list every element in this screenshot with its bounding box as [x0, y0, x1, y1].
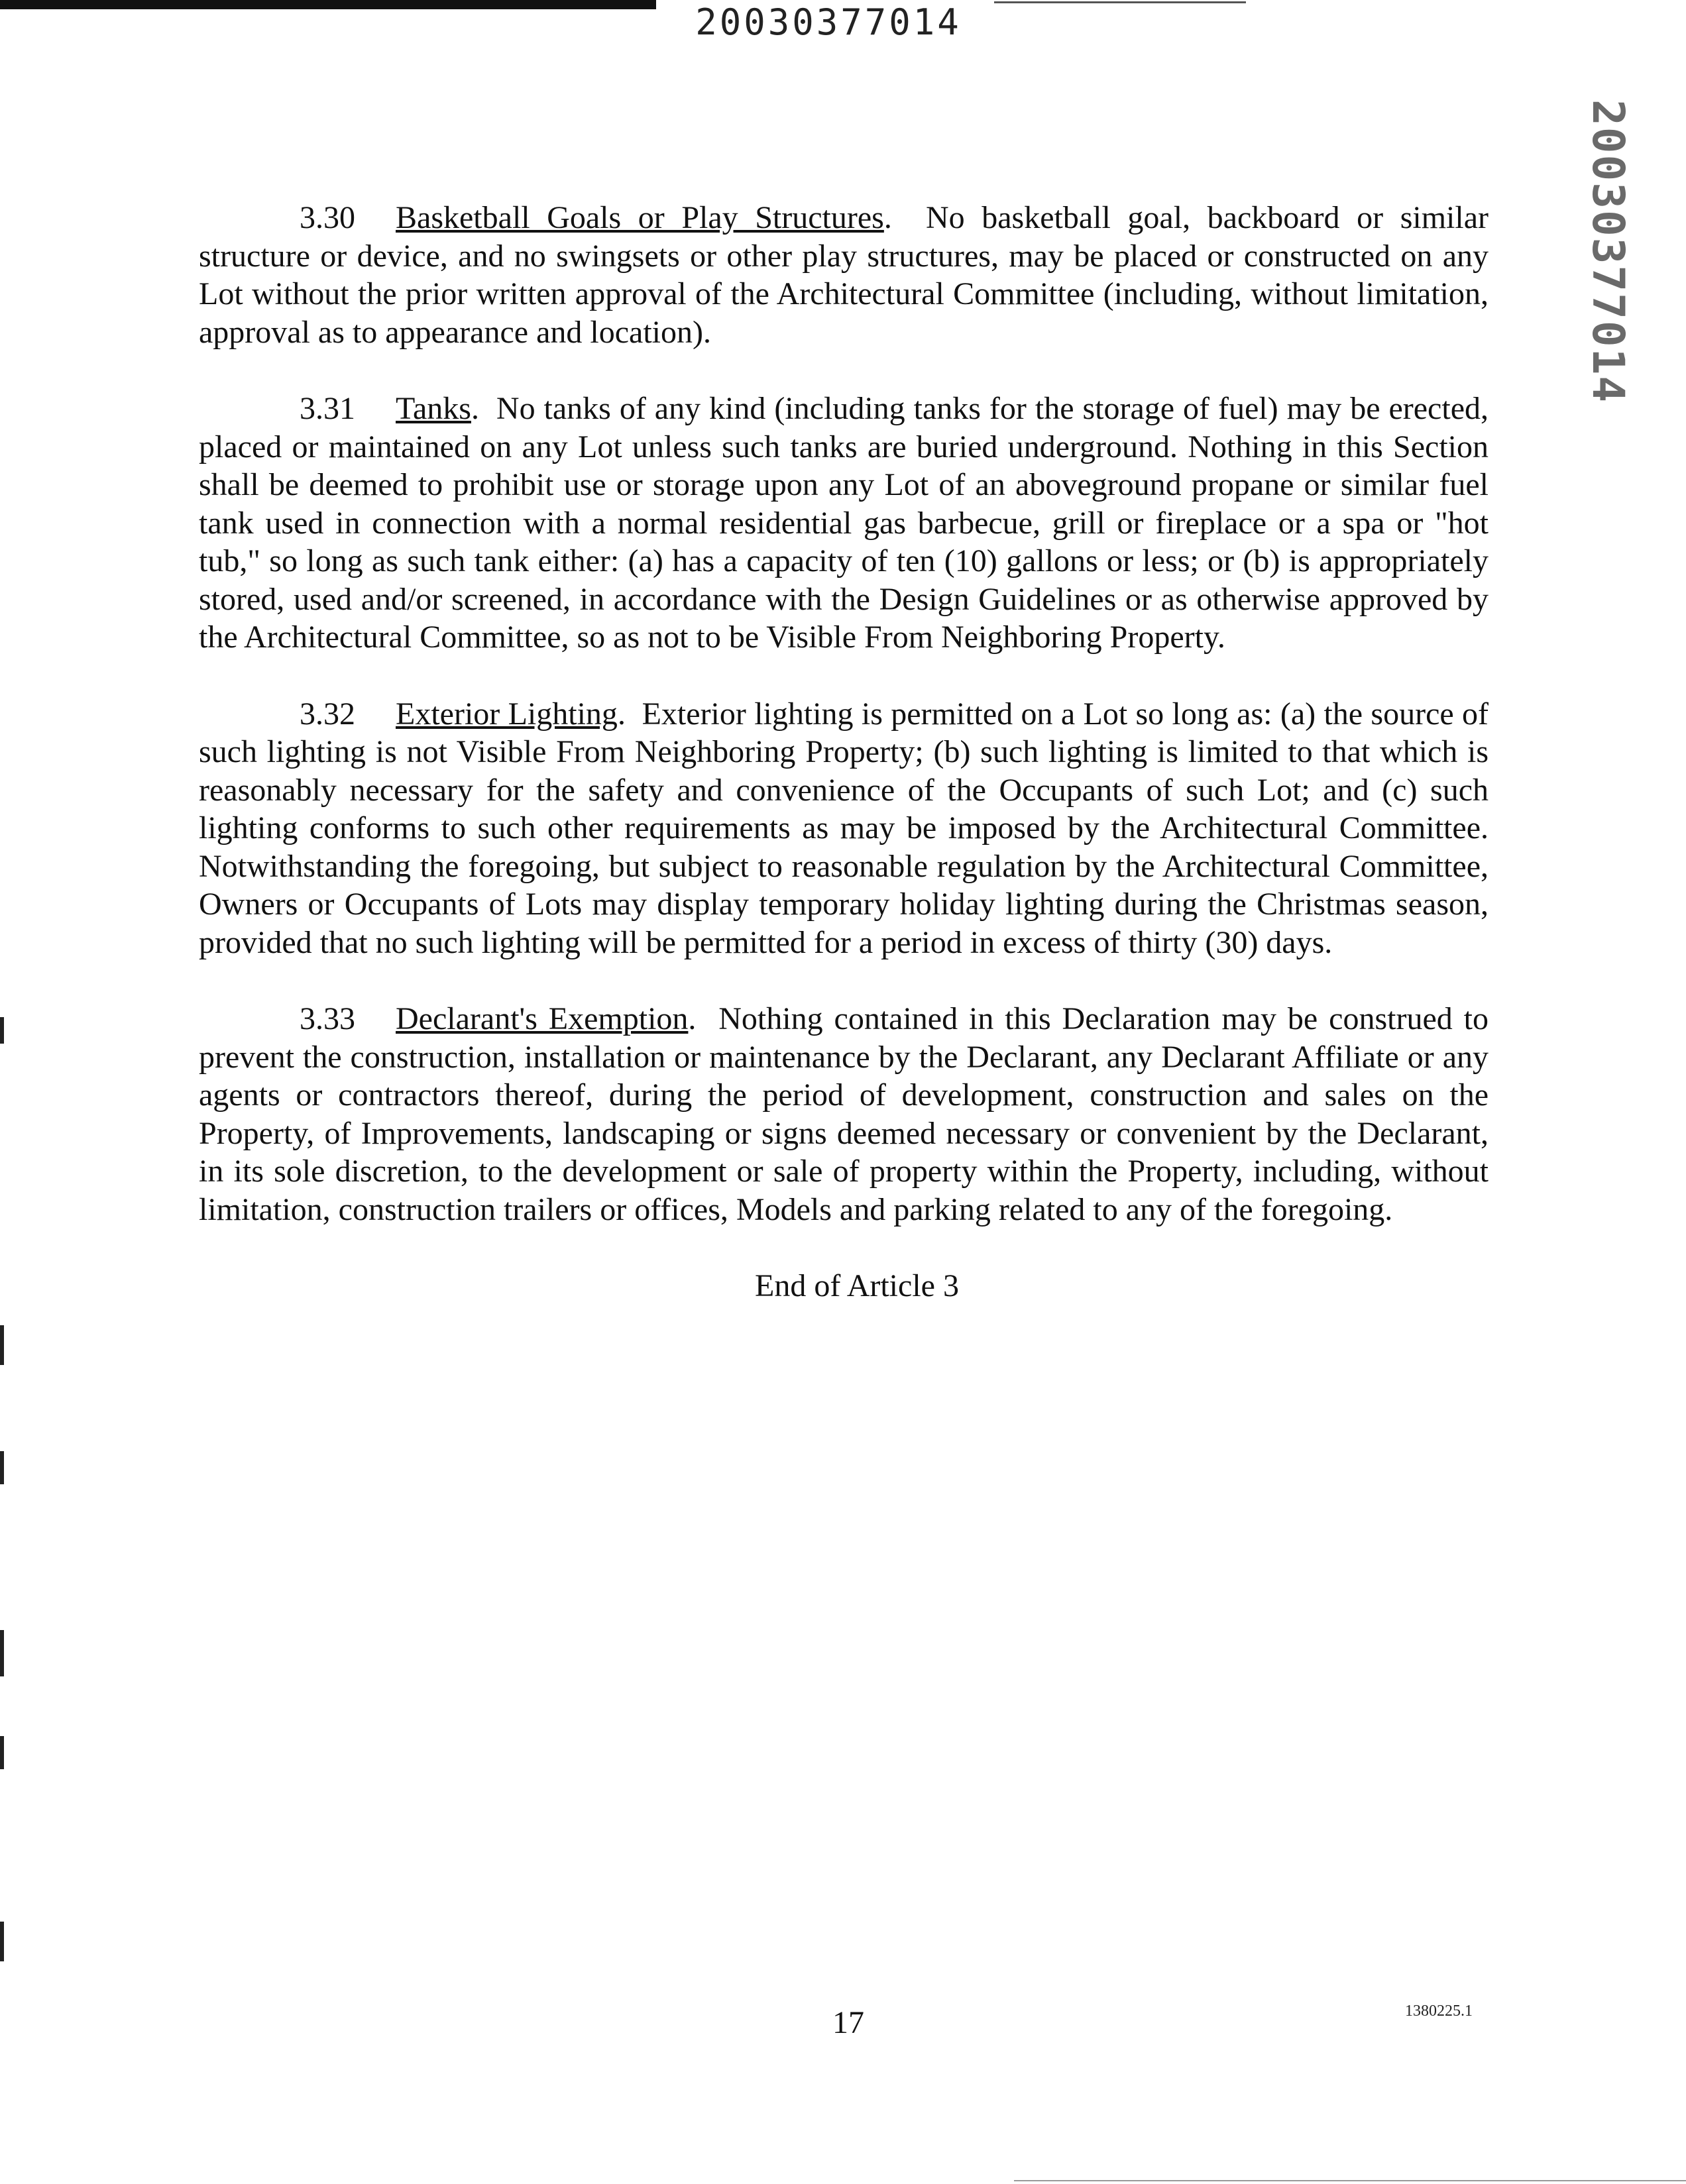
document-id: 1380225.1 [1405, 2002, 1473, 2020]
section-heading: Basketball Goals or Play Structures [396, 200, 884, 235]
section-body: No tanks of any kind (including tanks for the storage of fuel) may be erected, placed or maintained on any Lot unless such tanks are buried underground. Nothing in this Section shall be deemed to prohibit use or storage upon any Lot of an aboveground propane or similar fuel tank used in connection with a normal residential gas barbecue, grill or fireplace or a spa or "hot tub," so long as such tank either: (a) has a capacity of ten (10) gallons or less; or (b) is appropriately stored, used and/or screened, in accordance with the Design Guidelines or as otherwise approved by the Architectural Committee, so as not to be Visible From Neighboring Property. [199, 391, 1489, 655]
section-body: Nothing contained in this Declaration may be construed to prevent the construction, installation or maintenance by the Declarant, any Declarant Affiliate or any agents or contractors thereof, during the period of development, construction and sales on the Property, of Improvements, landscaping or signs deemed necessary or convenient by the Declarant, in its sole discretion, to the development or sale of property within the Property, including, without limitation, construction trailers or offices, Models and parking related to any of the foregoing. [199, 1001, 1489, 1227]
section-number: 3.32 [300, 696, 355, 732]
scan-edge-mark [0, 1451, 4, 1484]
end-of-article: End of Article 3 [755, 1268, 959, 1303]
page-number: 17 [832, 2005, 864, 2040]
section-heading: Tanks [396, 391, 471, 426]
side-recording-stamp: 20030377014 [1583, 99, 1634, 404]
section-number: 3.31 [300, 391, 355, 426]
section-3-31: 3.31 Tanks. No tanks of any kind (including tanks for the storage of fuel) may be erected, placed or maintained on any Lot unless such tanks are buried underground. Nothing in this Section shall be deemed to prohibit use or storage upon any Lot of an aboveground propane or similar fuel tank used in connection with a normal residential gas barbecue, grill or fireplace or a spa or "hot tub," so long as such tank either: (a) has a capacity of ten (10) gallons or less; or (b) is appropriately stored, used and/or screened, in accordance with the Design Guidelines or as otherwise approved by the Architectural Committee, so as not to be Visible From Neighboring Property. [199, 391, 1489, 655]
section-body: No basketball goal, backboard or similar structure or device, and no swingsets or other play structures, may be placed or constructed on any Lot without the prior written approval of the Architectural Committee (including, without limitation, approval as to appearance and location). [199, 200, 1489, 350]
section-number: 3.30 [300, 200, 355, 235]
scan-edge-mark [0, 1922, 4, 1961]
section-heading: Exterior Lighting [396, 696, 618, 732]
scan-edge-mark [0, 1325, 4, 1365]
scan-edge-mark [0, 1736, 4, 1769]
scan-bottom-border [1014, 2180, 1686, 2181]
document-body [199, 199, 1489, 1305]
section-number: 3.33 [300, 1001, 355, 1036]
section-3-32: 3.32 Exterior Lighting. Exterior lighting is permitted on a Lot so long as: (a) the source of such lighting is not Visible From Neighboring Property; (b) such lighting is limited to that which is reasonably necessary for the safety and convenience of the Occupants of such Lot; and (c) such lighting conforms to such other requirements as may be imposed by the Architectural Committee. Notwithstanding the foregoing, but subject to reasonable regulation by the Architectural Committee, Owners or Occupants of Lots may display temporary holiday lighting during the Christmas season, provided that no such lighting will be permitted for a period in excess of thirty (30) days. [199, 696, 1489, 960]
scan-top-border [0, 0, 656, 9]
section-body: Exterior lighting is permitted on a Lot so long as: (a) the source of such lighting is not Visible From Neighboring Property; (b) such lighting is limited to that which is reasonably necessary for the safety and convenience of the Occupants of such Lot; and (c) such lighting conforms to such other requirements as may be imposed by the Architectural Committee. Notwithstanding the foregoing, but subject to reasonable regulation by the Architectural Committee, Owners or Occupants of Lots may display temporary holiday lighting during the Christmas season, provided that no such lighting will be permitted for a period in excess of thirty (30) days. [199, 696, 1489, 960]
scan-edge-mark [0, 1017, 4, 1044]
recording-number: 20030377014 [695, 1, 962, 43]
section-3-33: 3.33 Declarant's Exemption. Nothing contained in this Declaration may be construed to prevent the construction, installation or maintenance by the Declarant, any Declarant Affiliate or any agents or contractors thereof, during the period of development, construction and sales on the Property, of Improvements, landscaping or signs deemed necessary or convenient by the Declarant, in its sole discretion, to the development or sale of property within the Property, including, without limitation, construction trailers or offices, Models and parking related to any of the foregoing. [199, 1001, 1489, 1227]
scan-top-border-right [994, 1, 1246, 3]
scan-edge-mark [0, 1630, 4, 1676]
section-heading: Declarant's Exemption [396, 1001, 689, 1036]
section-3-30: 3.30 Basketball Goals or Play Structures. No basketball goal, backboard or similar structure or device, and no swingsets or other play structures, may be placed or constructed on any Lot without the prior written approval of the Architectural Committee (including, without limitation, approval as to appearance and location). [199, 200, 1489, 350]
